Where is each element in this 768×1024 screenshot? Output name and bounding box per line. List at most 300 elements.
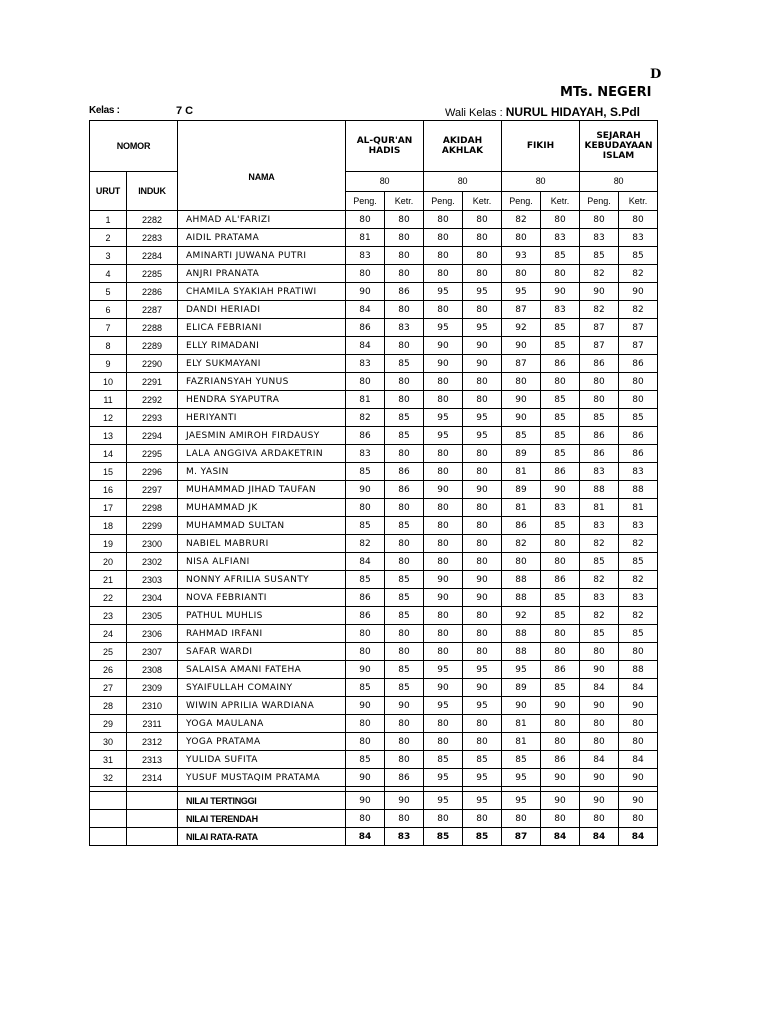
score-cell: 83 (346, 355, 385, 373)
urut-cell: 22 (90, 589, 127, 607)
score-cell: 85 (619, 247, 658, 265)
score-cell: 90 (580, 697, 619, 715)
score-cell: 82 (619, 301, 658, 319)
induk-cell: 2286 (127, 283, 178, 301)
score-cell: 88 (502, 589, 541, 607)
score-cell: 80 (385, 265, 424, 283)
student-name: SALAISA AMANI FATEHA (178, 661, 346, 679)
score-cell: 80 (463, 391, 502, 409)
induk-cell: 2289 (127, 337, 178, 355)
score-cell: 80 (463, 463, 502, 481)
kkm-value: 80 (502, 172, 580, 192)
table-row (90, 319, 658, 337)
table-row (90, 661, 658, 679)
score-cell: 90 (424, 355, 463, 373)
score-cell: 85 (385, 571, 424, 589)
table-row (90, 301, 658, 319)
score-cell: 80 (385, 625, 424, 643)
score-cell: 90 (424, 589, 463, 607)
table-row (90, 697, 658, 715)
header-row-kkm (90, 172, 658, 192)
score-cell: 82 (346, 535, 385, 553)
score-cell: 88 (580, 481, 619, 499)
induk-cell: 2302 (127, 553, 178, 571)
score-cell: 90 (385, 697, 424, 715)
score-cell: 85 (580, 625, 619, 643)
student-name: NISA ALFIANI (178, 553, 346, 571)
score-cell: 85 (541, 445, 580, 463)
score-cell: 83 (346, 445, 385, 463)
summary-score: 90 (346, 792, 385, 810)
score-cell: 90 (580, 769, 619, 787)
score-cell: 80 (541, 265, 580, 283)
ketr-header: Ketr. (463, 191, 502, 211)
urut-cell: 32 (90, 769, 127, 787)
table-row (90, 391, 658, 409)
page-letter: D (650, 67, 662, 82)
score-cell: 80 (385, 445, 424, 463)
score-cell: 90 (463, 571, 502, 589)
score-cell: 80 (580, 391, 619, 409)
table-row (90, 643, 658, 661)
score-cell: 85 (619, 625, 658, 643)
urut-header: URUT (90, 172, 127, 211)
urut-cell: 3 (90, 247, 127, 265)
summary-score: 80 (346, 810, 385, 828)
score-cell: 90 (346, 769, 385, 787)
student-name: MUHAMMAD JK (178, 499, 346, 517)
score-cell: 80 (385, 337, 424, 355)
urut-cell: 6 (90, 301, 127, 319)
table-row (90, 769, 658, 787)
score-cell: 86 (619, 427, 658, 445)
score-cell: 81 (619, 499, 658, 517)
score-cell: 86 (385, 463, 424, 481)
score-cell: 87 (502, 355, 541, 373)
score-cell: 90 (619, 283, 658, 301)
urut-cell: 24 (90, 625, 127, 643)
score-cell: 87 (502, 301, 541, 319)
score-cell: 90 (541, 697, 580, 715)
summary-score: 80 (619, 810, 658, 828)
urut-cell: 7 (90, 319, 127, 337)
score-cell: 82 (580, 301, 619, 319)
score-cell: 88 (502, 643, 541, 661)
ketr-header: Ketr. (385, 191, 424, 211)
urut-cell: 20 (90, 553, 127, 571)
score-cell: 85 (541, 391, 580, 409)
score-cell: 85 (346, 571, 385, 589)
summary-score: 95 (502, 792, 541, 810)
score-cell: 80 (424, 643, 463, 661)
score-cell: 80 (502, 373, 541, 391)
score-cell: 80 (541, 553, 580, 571)
student-name: SAFAR WARDI (178, 643, 346, 661)
score-cell: 88 (502, 625, 541, 643)
urut-cell: 11 (90, 391, 127, 409)
score-cell: 85 (541, 427, 580, 445)
summary-score: 80 (463, 810, 502, 828)
score-cell: 80 (463, 265, 502, 283)
student-name: JAESMIN AMIROH FIRDAUSY (178, 427, 346, 445)
score-cell: 85 (541, 607, 580, 625)
score-cell: 82 (619, 265, 658, 283)
score-cell: 95 (463, 661, 502, 679)
wali-value: NURUL HIDAYAH, S.Pdl (505, 105, 640, 119)
induk-cell: 2309 (127, 679, 178, 697)
score-cell: 80 (424, 445, 463, 463)
urut-cell: 5 (90, 283, 127, 301)
table-row (90, 589, 658, 607)
subject-header: AL-QUR'AN HADIS (346, 121, 424, 172)
wali-kelas (445, 105, 640, 119)
score-cell: 80 (385, 229, 424, 247)
score-cell: 81 (502, 733, 541, 751)
score-cell: 80 (385, 643, 424, 661)
score-cell: 95 (463, 409, 502, 427)
score-cell: 80 (424, 517, 463, 535)
urut-cell: 31 (90, 751, 127, 769)
score-cell: 92 (502, 607, 541, 625)
score-cell: 80 (424, 211, 463, 229)
score-cell: 90 (346, 697, 385, 715)
student-name: NOVA FEBRIANTI (178, 589, 346, 607)
table-row (90, 445, 658, 463)
student-name: NABIEL MABRURI (178, 535, 346, 553)
urut-cell: 18 (90, 517, 127, 535)
score-cell: 90 (463, 337, 502, 355)
summary-score: 80 (385, 810, 424, 828)
score-cell: 85 (463, 751, 502, 769)
score-cell: 80 (619, 211, 658, 229)
score-cell: 80 (346, 211, 385, 229)
score-cell: 92 (502, 319, 541, 337)
score-cell: 83 (541, 229, 580, 247)
summary-score: 90 (541, 792, 580, 810)
subject-header: SEJARAH KEBUDAYAAN ISLAM (580, 121, 658, 172)
student-name: RAHMAD IRFANI (178, 625, 346, 643)
score-cell: 85 (385, 589, 424, 607)
induk-cell: 2297 (127, 481, 178, 499)
score-cell: 80 (580, 211, 619, 229)
summary-row (90, 792, 658, 810)
score-cell: 85 (385, 355, 424, 373)
score-cell: 86 (580, 355, 619, 373)
score-cell: 88 (619, 481, 658, 499)
urut-cell: 12 (90, 409, 127, 427)
summary-row (90, 810, 658, 828)
score-cell: 83 (580, 589, 619, 607)
table-row (90, 265, 658, 283)
score-cell: 85 (385, 661, 424, 679)
score-cell: 80 (580, 733, 619, 751)
score-cell: 83 (619, 589, 658, 607)
score-cell: 83 (580, 463, 619, 481)
induk-cell: 2296 (127, 463, 178, 481)
induk-cell: 2307 (127, 643, 178, 661)
subject-header: FIKIH (502, 121, 580, 172)
urut-cell: 26 (90, 661, 127, 679)
score-cell: 80 (424, 373, 463, 391)
score-cell: 80 (541, 733, 580, 751)
induk-cell: 2288 (127, 319, 178, 337)
kkm-value: 80 (424, 172, 502, 192)
induk-cell: 2304 (127, 589, 178, 607)
student-name: AMINARTI JUWANA PUTRI (178, 247, 346, 265)
peng-header: Peng. (424, 191, 463, 211)
score-cell: 90 (541, 283, 580, 301)
summary-label: NILAI TERENDAH (178, 810, 346, 828)
student-name: ANJRI PRANATA (178, 265, 346, 283)
score-cell: 80 (346, 625, 385, 643)
header-row-subjects (90, 121, 658, 172)
score-cell: 81 (346, 229, 385, 247)
score-cell: 85 (619, 409, 658, 427)
score-cell: 84 (619, 751, 658, 769)
summary-score: 80 (424, 810, 463, 828)
score-cell: 86 (385, 481, 424, 499)
score-cell: 85 (541, 247, 580, 265)
score-cell: 85 (541, 679, 580, 697)
summary-score: 84 (346, 828, 385, 846)
score-cell: 80 (385, 499, 424, 517)
score-cell: 80 (463, 517, 502, 535)
score-cell: 80 (424, 229, 463, 247)
urut-cell: 15 (90, 463, 127, 481)
nomor-header: NOMOR (90, 121, 178, 172)
score-cell: 80 (385, 535, 424, 553)
score-cell: 90 (424, 337, 463, 355)
score-cell: 90 (580, 661, 619, 679)
score-cell: 80 (424, 625, 463, 643)
score-cell: 85 (385, 409, 424, 427)
summary-row (90, 828, 658, 846)
score-cell: 80 (541, 625, 580, 643)
score-cell: 90 (541, 481, 580, 499)
score-cell: 82 (580, 607, 619, 625)
score-cell: 80 (541, 643, 580, 661)
score-cell: 80 (502, 553, 541, 571)
score-cell: 85 (385, 679, 424, 697)
kkm-value: 80 (580, 172, 658, 192)
student-name: PATHUL MUHLIS (178, 607, 346, 625)
score-cell: 84 (580, 679, 619, 697)
score-cell: 85 (541, 517, 580, 535)
score-cell: 80 (541, 373, 580, 391)
score-cell: 88 (619, 661, 658, 679)
summary-score: 80 (502, 810, 541, 828)
score-cell: 82 (580, 265, 619, 283)
induk-cell: 2283 (127, 229, 178, 247)
ketr-header: Ketr. (541, 191, 580, 211)
score-cell: 90 (619, 769, 658, 787)
score-cell: 80 (385, 373, 424, 391)
score-cell: 95 (502, 769, 541, 787)
score-cell: 81 (502, 499, 541, 517)
score-cell: 81 (502, 715, 541, 733)
score-cell: 82 (619, 607, 658, 625)
nama-header: NAMA (178, 121, 346, 211)
score-cell: 95 (502, 283, 541, 301)
score-cell: 90 (346, 283, 385, 301)
summary-score: 84 (619, 828, 658, 846)
score-cell: 85 (541, 409, 580, 427)
summary-score: 95 (463, 792, 502, 810)
summary-score: 87 (502, 828, 541, 846)
score-cell: 80 (385, 391, 424, 409)
induk-cell: 2314 (127, 769, 178, 787)
score-cell: 86 (385, 283, 424, 301)
score-cell: 80 (463, 733, 502, 751)
score-cell: 87 (580, 337, 619, 355)
score-cell: 80 (346, 643, 385, 661)
table-row (90, 229, 658, 247)
score-cell: 85 (502, 751, 541, 769)
score-cell: 80 (424, 247, 463, 265)
student-name: HENDRA SYAPUTRA (178, 391, 346, 409)
peng-header: Peng. (502, 191, 541, 211)
summary-blank (127, 828, 178, 846)
score-cell: 80 (463, 607, 502, 625)
score-cell: 85 (385, 517, 424, 535)
urut-cell: 1 (90, 211, 127, 229)
score-cell: 85 (541, 589, 580, 607)
table-row (90, 247, 658, 265)
urut-cell: 25 (90, 643, 127, 661)
score-cell: 86 (619, 355, 658, 373)
score-cell: 81 (580, 499, 619, 517)
score-cell: 80 (580, 373, 619, 391)
score-cell: 86 (541, 355, 580, 373)
student-name: LALA ANGGIVA ARDAKETRIN (178, 445, 346, 463)
summary-blank (90, 792, 127, 810)
summary-score: 85 (424, 828, 463, 846)
score-cell: 83 (346, 247, 385, 265)
score-cell: 80 (424, 301, 463, 319)
score-cell: 80 (463, 373, 502, 391)
grades-body (90, 121, 658, 846)
score-cell: 80 (463, 301, 502, 319)
score-cell: 80 (424, 499, 463, 517)
score-cell: 80 (463, 643, 502, 661)
score-cell: 83 (385, 319, 424, 337)
urut-cell: 2 (90, 229, 127, 247)
score-cell: 85 (385, 607, 424, 625)
score-cell: 95 (463, 283, 502, 301)
score-cell: 90 (424, 679, 463, 697)
score-cell: 84 (619, 679, 658, 697)
score-cell: 89 (502, 481, 541, 499)
student-name: ELY SUKMAYANI (178, 355, 346, 373)
score-cell: 85 (580, 247, 619, 265)
score-cell: 80 (424, 553, 463, 571)
score-cell: 86 (541, 661, 580, 679)
urut-cell: 27 (90, 679, 127, 697)
score-cell: 81 (346, 391, 385, 409)
score-cell: 90 (346, 481, 385, 499)
urut-cell: 8 (90, 337, 127, 355)
urut-cell: 28 (90, 697, 127, 715)
table-row (90, 211, 658, 229)
summary-blank (127, 792, 178, 810)
summary-score: 95 (424, 792, 463, 810)
score-cell: 95 (463, 319, 502, 337)
score-cell: 82 (580, 571, 619, 589)
induk-cell: 2290 (127, 355, 178, 373)
score-cell: 95 (424, 283, 463, 301)
score-cell: 80 (619, 391, 658, 409)
urut-cell: 23 (90, 607, 127, 625)
summary-score: 85 (463, 828, 502, 846)
induk-cell: 2293 (127, 409, 178, 427)
urut-cell: 30 (90, 733, 127, 751)
induk-cell: 2291 (127, 373, 178, 391)
score-cell: 90 (463, 481, 502, 499)
urut-cell: 10 (90, 373, 127, 391)
induk-header: INDUK (127, 172, 178, 211)
score-cell: 80 (346, 373, 385, 391)
urut-cell: 29 (90, 715, 127, 733)
score-cell: 83 (580, 229, 619, 247)
table-row (90, 535, 658, 553)
student-name: WIWIN APRILIA WARDIANA (178, 697, 346, 715)
wali-label: Wali Kelas : (445, 107, 503, 119)
table-row (90, 553, 658, 571)
induk-cell: 2313 (127, 751, 178, 769)
score-cell: 80 (424, 265, 463, 283)
score-cell: 86 (541, 463, 580, 481)
summary-blank (127, 810, 178, 828)
score-cell: 84 (346, 553, 385, 571)
score-cell: 84 (580, 751, 619, 769)
table-row (90, 625, 658, 643)
table-row (90, 409, 658, 427)
score-cell: 80 (580, 643, 619, 661)
induk-cell: 2298 (127, 499, 178, 517)
score-cell: 95 (463, 427, 502, 445)
summary-score: 83 (385, 828, 424, 846)
score-cell: 80 (463, 211, 502, 229)
score-cell: 82 (502, 211, 541, 229)
score-cell: 83 (619, 463, 658, 481)
summary-score: 84 (541, 828, 580, 846)
student-name: YULIDA SUFITA (178, 751, 346, 769)
score-cell: 86 (346, 427, 385, 445)
peng-header: Peng. (580, 191, 619, 211)
kkm-value: 80 (346, 172, 424, 192)
induk-cell: 2287 (127, 301, 178, 319)
score-cell: 95 (424, 661, 463, 679)
student-name: YOGA PRATAMA (178, 733, 346, 751)
induk-cell: 2312 (127, 733, 178, 751)
student-name: YUSUF MUSTAQIM PRATAMA (178, 769, 346, 787)
school-name: MTs. NEGERI (560, 85, 652, 100)
score-cell: 80 (385, 751, 424, 769)
score-cell: 81 (502, 463, 541, 481)
score-cell: 83 (541, 499, 580, 517)
score-cell: 80 (424, 535, 463, 553)
summary-label: NILAI TERTINGGI (178, 792, 346, 810)
induk-cell: 2308 (127, 661, 178, 679)
score-cell: 89 (502, 445, 541, 463)
score-cell: 95 (424, 409, 463, 427)
score-cell: 82 (619, 571, 658, 589)
summary-score: 80 (541, 810, 580, 828)
summary-blank (90, 810, 127, 828)
score-cell: 86 (346, 319, 385, 337)
score-cell: 86 (502, 517, 541, 535)
student-name: MUHAMMAD SULTAN (178, 517, 346, 535)
